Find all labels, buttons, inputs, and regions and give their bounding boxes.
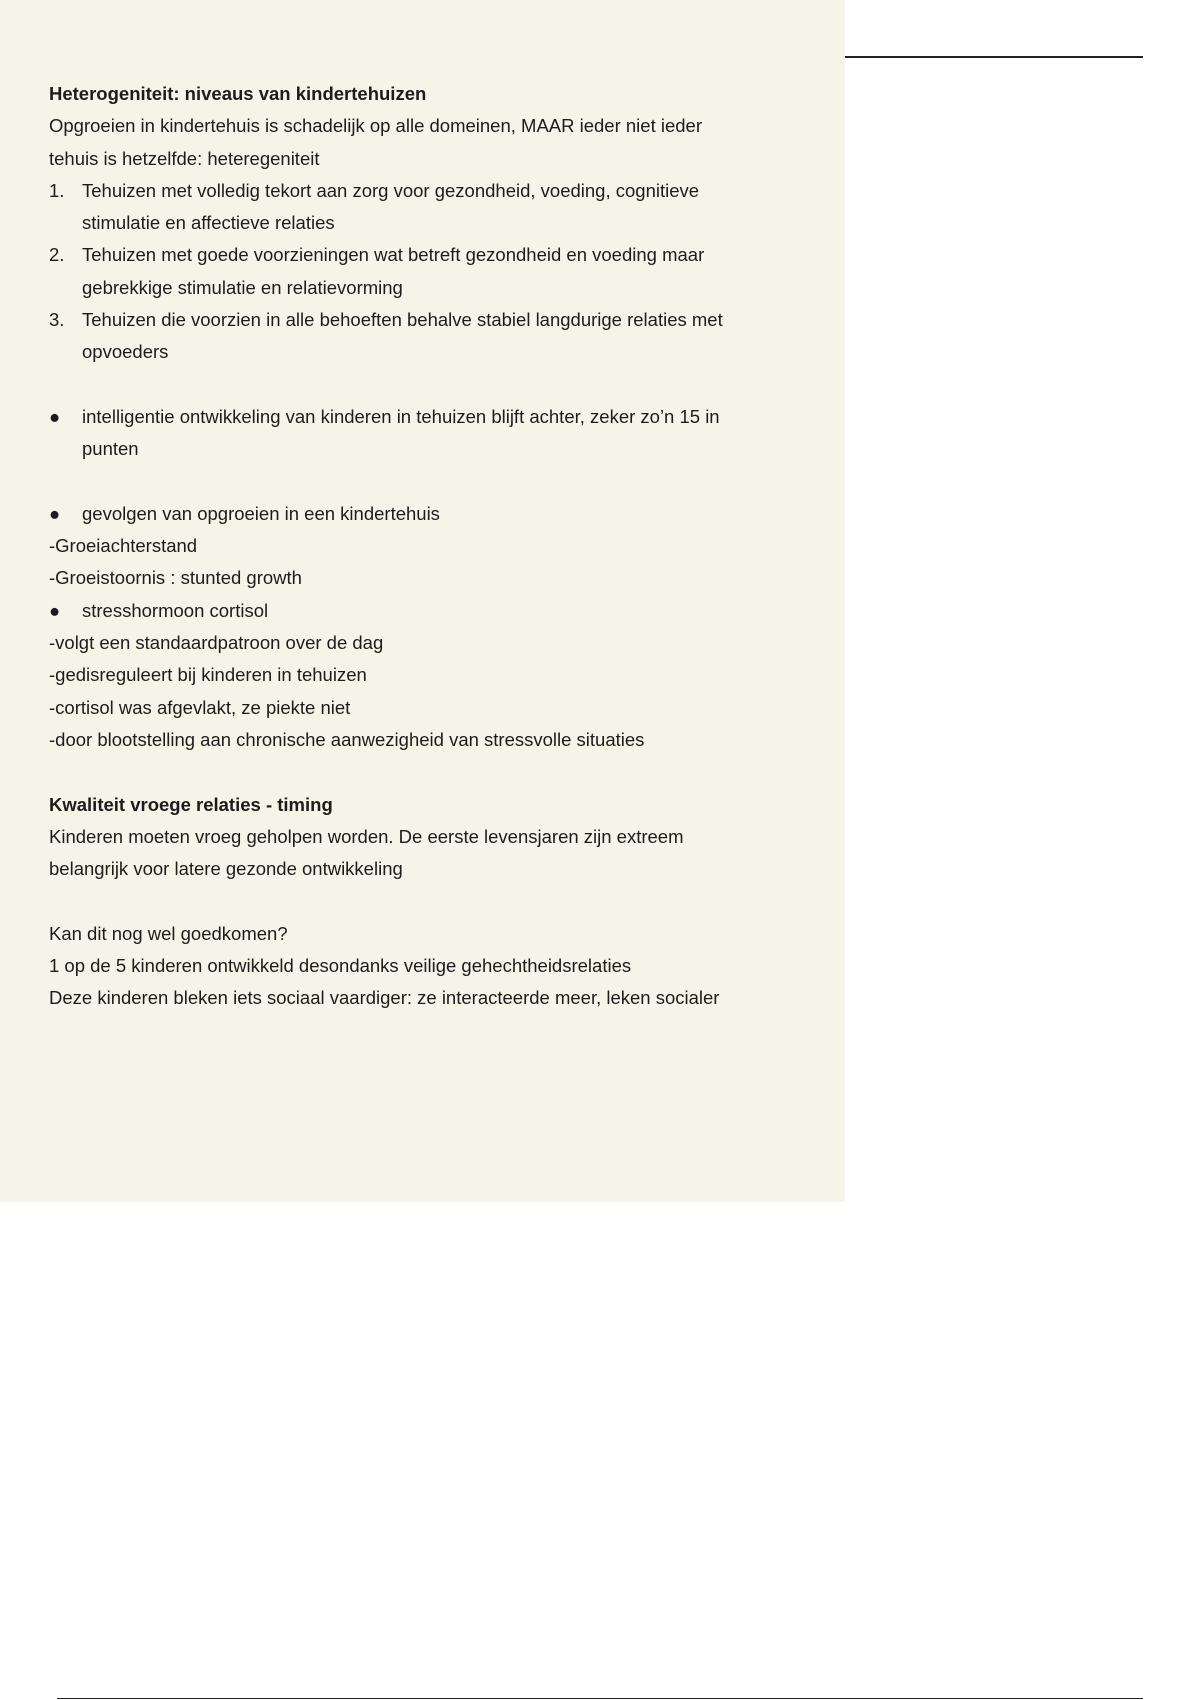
bullet-icon: ● xyxy=(49,405,61,427)
bullet-line: gevolgen van opgroeien in een kindertehuis xyxy=(82,502,440,524)
paragraph-line: Deze kinderen bleken iets sociaal vaardiger: ze interacteerde meer, leken socialer xyxy=(49,987,720,1009)
dash-line: -Groeiachterstand xyxy=(49,535,198,557)
dash-line: -door blootstelling aan chronische aanwezigheid van stressvolle situaties xyxy=(49,728,645,750)
bullet-consequences xyxy=(49,498,789,530)
list-item-line: Tehuizen die voorzien in alle behoeften behalve stabiel langdurige relaties met xyxy=(82,309,723,331)
numbered-item-3 xyxy=(49,304,789,369)
intro-line: Opgroeien in kindertehuis is schadelijk op alle domeinen, MAAR ieder niet ieder xyxy=(49,115,703,137)
list-number: 1. xyxy=(49,179,65,201)
intro-line: tehuis is hetzelfde: heteregeniteit xyxy=(49,147,320,169)
bullet-line: punten xyxy=(82,438,139,460)
bullet-intelligence xyxy=(49,401,789,466)
bullet-icon: ● xyxy=(49,599,61,621)
bullet-line: intelligentie ontwikkeling van kinderen in tehuizen blijft achter, zeker zo’n 15 in xyxy=(82,405,720,427)
bullet-icon: ● xyxy=(49,502,61,524)
bottom-rule xyxy=(57,1698,1143,1699)
section-heading-heterogeniteit: Heterogeniteit: niveaus van kindertehuizen xyxy=(49,83,427,104)
dash-line: -gedisreguleert bij kinderen in tehuizen xyxy=(49,664,367,686)
spacer xyxy=(49,756,789,788)
list-number: 3. xyxy=(49,309,65,331)
list-item-line: gebrekkige stimulatie en relatievorming xyxy=(82,276,403,298)
bullet-cortisol xyxy=(49,595,789,627)
list-item-line: opvoeders xyxy=(82,341,169,363)
bullet-line: stresshormoon cortisol xyxy=(82,599,269,621)
dash-line: -Groeistoornis : stunted growth xyxy=(49,567,302,589)
list-item-line: Tehuizen met goede voorzieningen wat betreft gezondheid en voeding maar xyxy=(82,244,705,266)
numbered-item-1 xyxy=(49,175,789,240)
list-number: 2. xyxy=(49,244,65,266)
section-heading-kwaliteit: Kwaliteit vroege relaties - timing xyxy=(49,793,333,815)
spacer xyxy=(49,466,789,498)
top-rule xyxy=(845,56,1143,58)
spacer xyxy=(49,885,789,917)
paragraph-line: 1 op de 5 kinderen ontwikkeld desondanks veilige gehechtheidsrelaties xyxy=(49,955,632,977)
dash-line: -cortisol was afgevlakt, ze piekte niet xyxy=(49,696,351,718)
spacer xyxy=(49,369,789,401)
list-item-line: Tehuizen met volledig tekort aan zorg voor gezondheid, voeding, cognitieve xyxy=(82,179,700,201)
paragraph-line: Kinderen moeten vroeg geholpen worden. De eerste levensjaren zijn extreem xyxy=(49,825,684,847)
paragraph-line: belangrijk voor latere gezonde ontwikkeling xyxy=(49,858,403,880)
numbered-item-2 xyxy=(49,239,789,304)
document-body xyxy=(49,78,789,1015)
dash-line: -volgt een standaardpatroon over de dag xyxy=(49,632,384,654)
question-line: Kan dit nog wel goedkomen? xyxy=(49,922,288,944)
list-item-line: stimulatie en affectieve relaties xyxy=(82,212,335,234)
